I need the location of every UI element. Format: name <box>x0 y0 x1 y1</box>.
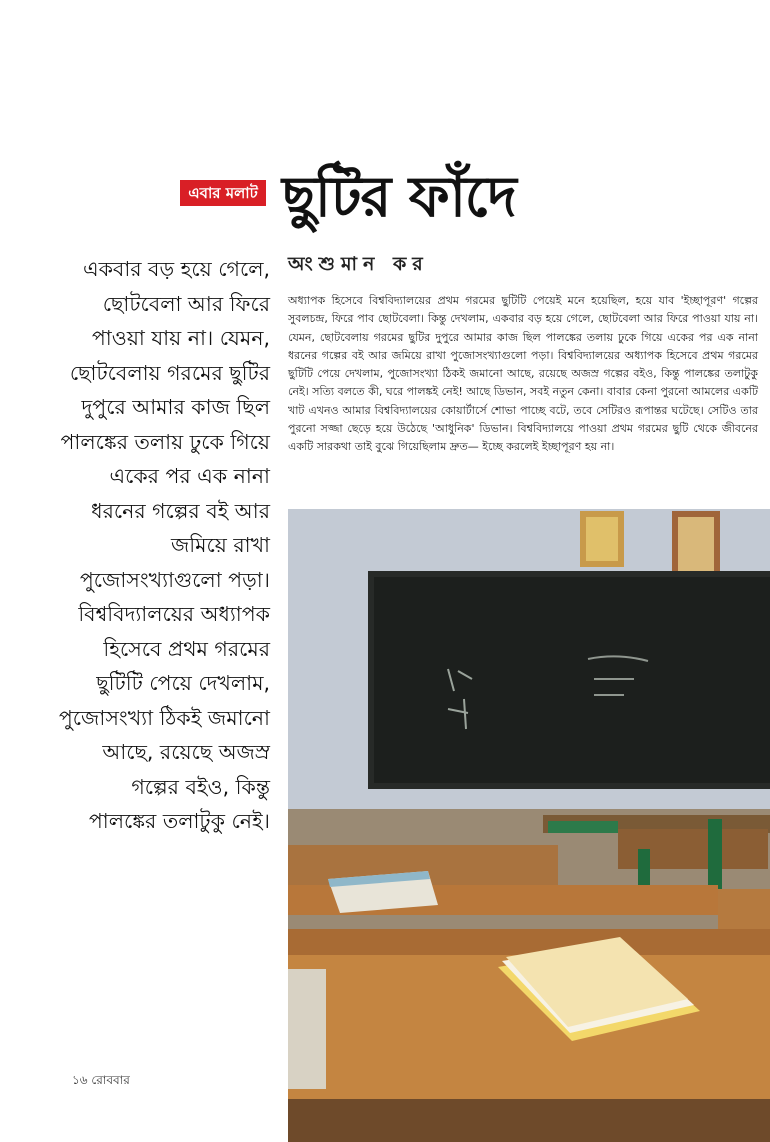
article-headline: ছুটির ফাঁদে <box>282 165 516 230</box>
classroom-photo <box>288 509 770 1142</box>
page-folio: ১৬ রোববার <box>72 1073 130 1087</box>
section-tag: এবার মলাট <box>180 180 266 206</box>
pull-quote: একবার বড় হয়ে গেলে, ছোটবেলা আর ফিরে পাওয়া যায় না। যেমন, ছোটবেলায় গরমের ছুটির দুপুরে আমার কাজ ছিল পালঙ্কের তলায় ঢুকে গিয়ে একের পর এক নানা ধরনের গল্পের বই আর জমিয়ে রাখা পুজোসংখ্যাগুলো পড়া। বিশ্ববিদ্যালয়ের অধ্যাপক হিসেবে প্রথম গরমের ছুটিটি পেয়ে দেখলাম, পুজোসংখ্যা ঠিকই জমানো আছে, রয়েছে অজস্র গল্পের বইও, কিন্তু পালঙ্কের তলাটুকু নেই। <box>58 257 270 833</box>
author-byline: অংশুমান কর <box>288 253 429 275</box>
article-body: অধ্যাপক হিসেবে বিশ্ববিদ্যালয়ের প্রথম গরমের ছুটিটি পেয়েই মনে হয়েছিল, হয়ে যাব 'ইচ্ছাপূরণ' গল্পের সুবলচন্দ্র, ফিরে পাব ছোটবেলা। কিন্তু দেখলাম, একবার বড় হয়ে গেলে, ছোটবেলা আর ফিরে পাওয়া যায় না। যেমন, ছোটবেলায় গরমের ছুটির দুপুরে আমার কাজ ছিল পালঙ্কের তলায় ঢুকে গিয়ে একের পর এক নানা ধরনের গল্পের বই আর জমিয়ে রাখা পুজোসংখ্যাগুলো পড়া। বিশ্ববিদ্যালয়ের অধ্যাপক হিসেবে প্রথম গরমের ছুটিটি পেয়ে দেখলাম, পুজোসংখ্যা ঠিকই জমানো আছে, রয়েছে অজস্র গল্পের বইও, কিন্তু পালঙ্কের তলাটুকু নেই। সত্যি বলতে কী, ঘরে পালঙ্কই নেই! আছে ডিভান, সবই নতুন কেনা। বাবার কেনা পুরনো আমলের একটি খাট এখনও আমার বিশ্ববিদ্যালয়ের কোয়ার্টার্সে শোভা পাচ্ছে বটে, তবে সেটিরও রূপান্তর ঘটেছে। সেটিও তার পুরনো সজ্জা ছেড়ে হয়ে উঠেছে 'আধুনিক' ডিভান। বিশ্ববিদ্যালয়ে পাওয়া প্রথম গরমের ছুটি থেকে জীবনের একটি সারকথা তাই বুঝে গিয়েছিলাম দ্রুত— ইচ্ছে করলেই ইচ্ছাপূরণ হয় না। <box>288 294 758 454</box>
